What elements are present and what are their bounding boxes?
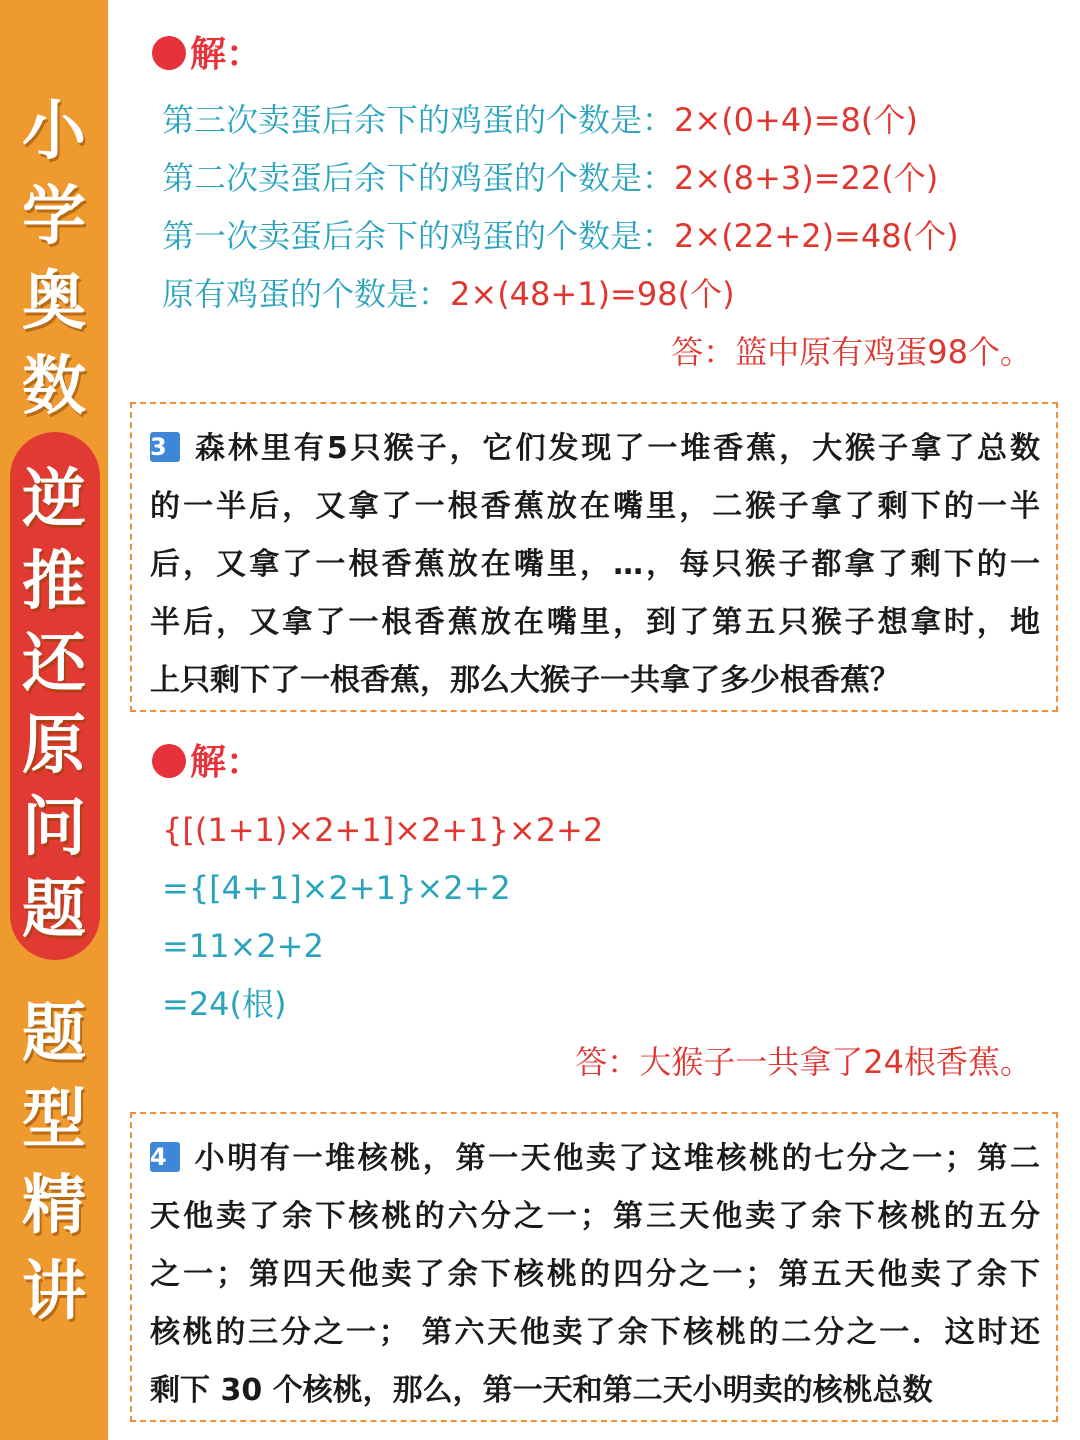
bullet-dot-icon	[152, 744, 186, 778]
sidebar-topic-char: 问	[22, 791, 86, 865]
question-line-text: 森林里有5只猴子，它们发现了一堆香蕉，大猴子拿了总数	[192, 431, 1040, 466]
question-line-text: 小明有一堆核桃，第一天他卖了这堆核桃的七分之一；第二	[192, 1141, 1040, 1176]
sidebar-topic-char: 题	[22, 873, 86, 947]
question-number-badge: 3	[150, 432, 180, 462]
calculation-step: ={[4+1]×2+1}×2+2	[162, 869, 511, 907]
answer-text: 答：篮中原有鸡蛋98个。	[671, 333, 1032, 371]
question-line: 半后，又拿了一根香蕉放在嘴里，到了第五只猴子想拿时，地	[150, 605, 1040, 640]
solution-heading	[152, 36, 262, 73]
solution-heading	[152, 744, 262, 781]
sidebar-subtitle-char: 题	[22, 997, 86, 1071]
question-line: 上只剩下了一根香蕉，那么大猴子一共拿了多少根香蕉？	[150, 663, 900, 698]
solution-line-label: 第三次卖蛋后余下的鸡蛋的个数是：	[162, 101, 675, 139]
question-line	[150, 1130, 1040, 1188]
calculation-step: =24(根)	[162, 985, 287, 1023]
solution-line	[162, 159, 939, 197]
solution-line-expression: 2×(8+3)=22(个)	[674, 159, 939, 197]
solution-line	[162, 101, 918, 139]
sidebar-subtitle-char: 精	[22, 1169, 86, 1243]
solution-line-expression: 2×(0+4)=8(个)	[674, 101, 918, 139]
question-line: 天他卖了余下核桃的六分之一；第三天他卖了余下核桃的五分	[150, 1199, 1040, 1234]
solution-line-label: 第二次卖蛋后余下的鸡蛋的个数是：	[162, 159, 675, 197]
sidebar-topic-char: 原	[22, 709, 86, 783]
question-line: 的一半后，又拿了一根香蕉放在嘴里，二猴子拿了剩下的一半	[150, 489, 1040, 524]
calculation-step: =11×2+2	[162, 927, 324, 965]
answer-text: 答：大猴子一共拿了24根香蕉。	[575, 1043, 1032, 1081]
solution-line-label: 原有鸡蛋的个数是：	[162, 275, 451, 313]
sidebar-banner	[0, 0, 108, 1440]
solution-line-expression: 2×(48+1)=98(个)	[450, 275, 735, 313]
sidebar-topic-char: 还	[22, 627, 86, 701]
solution-line-label: 第一次卖蛋后余下的鸡蛋的个数是：	[162, 217, 675, 255]
question-line: 剩下 30 个核桃，那么，第一天和第二天小明卖的核桃总数	[150, 1373, 933, 1408]
question-line: 核桃的三分之一； 第六天他卖了余下核桃的二分之一．这时还	[150, 1315, 1040, 1350]
question-box	[130, 1112, 1058, 1422]
solution-line	[162, 217, 959, 255]
solution-heading-label: 解：	[190, 34, 263, 75]
calculation-step: {[(1+1)×2+1]×2+1}×2+2	[162, 811, 604, 849]
sidebar-topic-char: 推	[22, 545, 86, 619]
sidebar-subtitle-char: 讲	[22, 1255, 86, 1329]
sidebar-topic-char: 逆	[22, 463, 86, 537]
solution-line-expression: 2×(22+2)=48(个)	[674, 217, 959, 255]
sidebar-title-char: 学	[22, 180, 86, 254]
question-number-badge: 4	[150, 1142, 180, 1172]
question-line: 后，又拿了一根香蕉放在嘴里，…，每只猴子都拿了剩下的一	[150, 547, 1040, 582]
bullet-dot-icon	[152, 36, 186, 70]
sidebar-title-char: 数	[22, 350, 86, 424]
question-line	[150, 420, 1040, 478]
solution-line	[162, 275, 735, 313]
main-content	[130, 0, 1062, 1440]
question-box	[130, 402, 1058, 712]
sidebar-subtitle-char: 型	[22, 1083, 86, 1157]
sidebar-title-char: 小	[22, 95, 86, 169]
sidebar-title-char: 奥	[22, 265, 86, 339]
solution-heading-label: 解：	[190, 742, 263, 783]
question-line: 之一；第四天他卖了余下核桃的四分之一；第五天他卖了余下	[150, 1257, 1040, 1292]
